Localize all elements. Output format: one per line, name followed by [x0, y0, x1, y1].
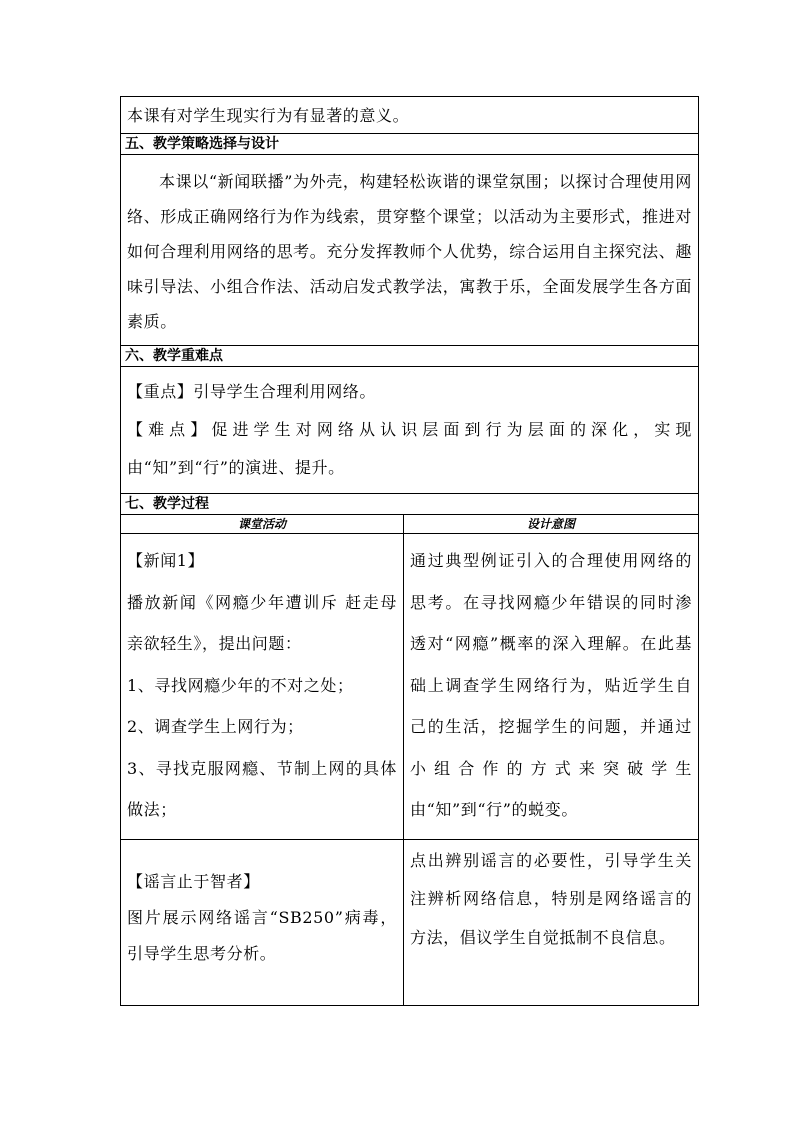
lesson-plan-page — [120, 96, 698, 1006]
section7-heading-row — [121, 494, 699, 515]
section5-body-cell — [121, 155, 699, 346]
activity-line: 【谣言止于智者】 — [127, 871, 260, 891]
section5-heading: 五、教学策略选择与设计 — [121, 134, 699, 155]
intent-cell — [404, 839, 699, 1005]
activity-line: 2、调查学生上网行为； — [127, 717, 304, 736]
activity-line: 【新闻1】 — [127, 551, 205, 570]
activity-line: 3、寻找克服网瘾、节制上网的具体做法； — [127, 758, 397, 819]
section6-heading-row — [121, 346, 699, 367]
difficult-point-text: 【难点】促进学生对网络从认识层面到行为层面的深化，实现由“知”到“行”的演进、提升。 — [127, 420, 693, 477]
table-row — [121, 534, 699, 840]
section6-body-row — [121, 367, 699, 494]
activity-line: 1、寻找网瘾少年的不对之处； — [127, 675, 354, 695]
activity-cell — [121, 534, 404, 840]
intent-cell — [404, 534, 699, 840]
section6-heading: 六、教学重难点 — [121, 346, 699, 367]
column-header-activity: 课堂活动 — [121, 515, 404, 534]
section7-heading: 七、教学过程 — [121, 494, 699, 515]
section6-body-cell — [121, 367, 699, 494]
intro-cell — [121, 97, 699, 134]
key-point-text: 【重点】引导学生合理利用网络。 — [127, 382, 377, 401]
intent-text: 点出辨别谣言的必要性，引导学生关注辨析网络信息，特别是网络谣言的方法，倡议学生自觉抵制不良信息。 — [410, 850, 693, 947]
activity-line: 图片展示网络谣言“SB250”病毒，引导学生思考分析。 — [127, 907, 397, 963]
table-row — [121, 839, 699, 1005]
intro-text: 本课有对学生现实行为有显著的意义。 — [127, 106, 410, 125]
intro-row — [121, 97, 699, 134]
section5-body-row — [121, 155, 699, 346]
section5-heading-row — [121, 134, 699, 155]
activity-line: 播放新闻《网瘾少年遭训斥 赶走母亲欲轻生》，提出问题： — [127, 592, 397, 653]
intent-text: 通过典型例证引入的合理使用网络的思考。在寻找网瘾少年错误的同时渗透对“网瘾”概率的深入理解。在此基础上调查学生网络行为，贴近学生自己的生活，挖掘学生的问题，并通过小组合作的方式来突破学生由“知”到“行”的蜕变。 — [410, 551, 693, 819]
activity-cell — [121, 839, 404, 1005]
lesson-plan-table — [120, 96, 699, 1006]
column-header-intent: 设计意图 — [404, 515, 699, 534]
section5-paragraph: 本课以“新闻联播”为外壳，构建轻松诙谐的课堂氛围；以探讨合理使用网络、形成正确网络行为作为线索，贯穿整个课堂；以活动为主要形式，推进对如何合理利用网络的思考。充分发挥教师个人优势，综合运用自主探究法、趣味引导法、小组合作法、活动启发式教学法，寓教于乐，全面发展学生各方面素质。 — [127, 172, 693, 331]
process-column-header-row — [121, 515, 699, 534]
